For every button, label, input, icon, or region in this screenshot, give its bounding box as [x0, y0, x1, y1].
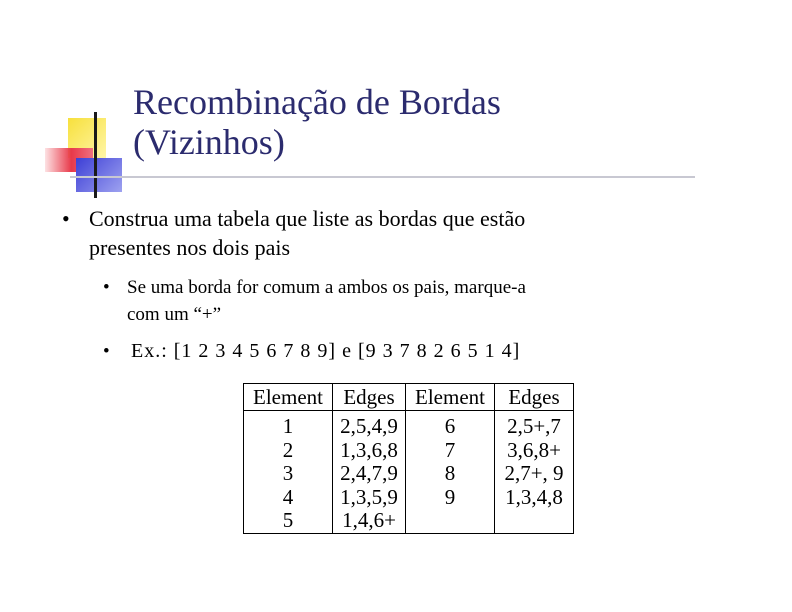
bullet-marker: •: [62, 206, 70, 231]
table-cell: 3,6,8+: [495, 439, 574, 463]
decorative-vertical-line: [94, 112, 97, 198]
table-cell: 6: [406, 411, 495, 439]
table-cell: 2,7+, 9: [495, 462, 574, 486]
sub-bullet-text-continued: com um “+”: [127, 304, 222, 325]
table-cell: 1,4,6+: [333, 509, 406, 533]
bullet-text: Construa uma tabela que liste as bordas que estão: [89, 206, 526, 231]
table-cell: 3: [244, 462, 333, 486]
table-cell: 2,5,4,9: [333, 411, 406, 439]
slide-title: Recombinação de Bordas (Vizinhos): [133, 82, 501, 162]
decorative-blue-square: [76, 158, 122, 192]
table-cell: 4: [244, 486, 333, 510]
table-cell: 7: [406, 439, 495, 463]
table-row: [244, 439, 574, 463]
table-cell: 1,3,6,8: [333, 439, 406, 463]
sub-bullet-text: Se uma borda for comum a ambos os pais, marque-a: [127, 277, 526, 298]
table-cell: 2,5+,7: [495, 411, 574, 439]
table-row: [244, 411, 574, 439]
sub-bullet-marker: •: [103, 277, 110, 298]
table-cell: 2,4,7,9: [333, 462, 406, 486]
header-edges: Edges: [495, 384, 574, 411]
table-row: [244, 462, 574, 486]
table-cell: 2: [244, 439, 333, 463]
header-element: Element: [244, 384, 333, 411]
table-cell: 5: [244, 509, 333, 533]
table-cell: 1,3,5,9: [333, 486, 406, 510]
table-cell: 1,3,4,8: [495, 486, 574, 510]
example-text: Ex.: [1 2 3 4 5 6 7 8 9] e [9 3 7 8 2 6 5 1 4]: [131, 340, 521, 362]
table-row: [244, 486, 574, 510]
sub-bullet-marker: •: [103, 341, 110, 362]
table-cell: [495, 509, 574, 533]
header-element: Element: [406, 384, 495, 411]
table-cell: 9: [406, 486, 495, 510]
table-header-row: [244, 384, 574, 411]
edge-table: [243, 383, 574, 534]
table-cell: [406, 509, 495, 533]
title-underline: [70, 176, 695, 178]
table-cell: 1: [244, 411, 333, 439]
table-row: [244, 509, 574, 533]
header-edges: Edges: [333, 384, 406, 411]
bullet-text-continued: presentes nos dois pais: [89, 235, 291, 260]
table-cell: 8: [406, 462, 495, 486]
